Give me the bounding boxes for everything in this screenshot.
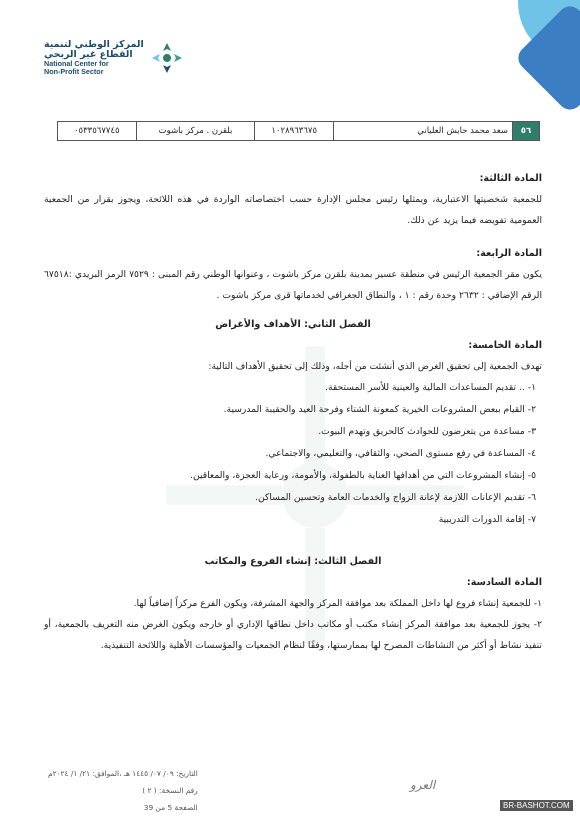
member-location: بلقرن . مركز باشوت <box>136 122 255 141</box>
article3-text: للجمعية شخصيتها الاعتبارية، ويمثلها رئيس مجلس الإدارة حسب اختصاصاته الواردة في هذه اللائحة، ويجوز بقرار من الجمعية العمومية تفويضه فيما يزيد عن ذلك. <box>44 194 542 226</box>
goals-list <box>44 377 542 531</box>
article3-heading: المادة الثالثة: <box>479 173 542 184</box>
article6-item2: ٢- يجوز للجمعية بعد موافقة المركز إنشاء مكتب أو مكاتب داخل نطاقها الإداري أو خارجه ويكون الغرض منه التعريف بالجمعية، أو تنفيذ نشاط أو أكثر من النشاطات المصرح لها بممارستها، وفقًا لنظام الجمعيات والمؤسسات الأهلية واللائحة التنفيذية. <box>44 619 542 651</box>
table-row <box>58 122 540 141</box>
members-table <box>57 121 540 141</box>
footer-version: رقم النسخة: ( ٢ ) <box>142 786 198 795</box>
ncnp-logo <box>44 40 184 75</box>
row-number: ٥٦ <box>513 122 540 141</box>
list-item: ٥- إنشاء المشروعات التي من أهدافها العناية بالطفولة، والأمومة، ورعاية العجزة، والمعاقين. <box>190 470 536 481</box>
document-body <box>44 168 542 656</box>
footer-page-number: الصفحة 5 من 39 <box>143 803 198 812</box>
list-item: ٦- تقديم الإعانات اللازمة لإعانة الزواج والخدمات العامة وتحسين المساكن. <box>255 492 536 503</box>
chapter3-title: الفصل الثالث: إنشاء الفروع والمكاتب <box>204 556 382 567</box>
article6-heading: المادة السادسة: <box>466 577 542 588</box>
signature: العرو <box>410 778 436 792</box>
article5-intro: تهدف الجمعية إلى تحقيق الغرض الذي أنشئت من أجله، وذلك إلى تحقيق الأهداف التالية: <box>208 361 542 372</box>
list-item: ٧- إقامة الدورات التدريبية <box>438 514 536 525</box>
chapter2-title: الفصل الثاني: الأهداف والأغراض <box>215 319 371 330</box>
article6-item1: ١- للجمعية إنشاء فروع لها داخل المملكة بعد موافقة المركز والجهة المشرفة، ويكون الفرع مركزاً إضافياً لها. <box>133 598 542 609</box>
list-item: ١- .. تقديم المساعدات المالية والعينية للأسر المستحقة. <box>325 382 536 393</box>
article4-text: يكون مقر الجمعية الرئيس في منطقة عسير بمدينة بلقرن مركز باشوت ، وعنوانها الوطني رقم المبنى : ٧٥٢٩ الرمز البريدي :٦٧٥١٨ الرقم الإضافي : ٢٦٣٢ وحدة رقم : ١ ، والنطاق الجغرافي لخدماتها قرى مركز باشوت . <box>44 269 542 301</box>
list-item: ٤- المساعدة في رفع مستوى الصحي، والثقافي، والتعليمي، والاجتماعي. <box>265 448 536 459</box>
footer-date: التاريخ: ٠٩/ ٠٧/ ١٤٤٥ هـ ،الموافق: ٢١/ ١/ ٢٠٢٤م <box>48 769 198 778</box>
logo-english-line1: National Center for <box>44 58 109 68</box>
member-name: سعد محمد حابش العلياني <box>334 122 513 141</box>
list-item: ٣- مساعدة من يتعرضون للحوادث كالحريق وتهدم البيوت. <box>318 426 536 437</box>
page-footer <box>48 765 198 816</box>
site-watermark: BR-BASHOT.COM <box>500 800 573 811</box>
article4-heading: المادة الرابعة: <box>476 248 542 259</box>
logo-arabic-line1: المركز الوطني لتنمية <box>44 39 144 50</box>
article5-heading: المادة الخامسة: <box>468 340 542 351</box>
logo-english-line2: Non-Profit Sector <box>44 66 104 76</box>
logo-arabic-line2: القطاع غير الربحي <box>44 48 133 60</box>
ncnp-logo-icon <box>150 41 184 75</box>
member-id: ١٠٢٨٩٦٣٦٧٥ <box>255 122 334 141</box>
list-item: ٢- القيام ببعض المشروعات الخيرية كمعونة الشتاء وفرحة العيد والحقيبة المدرسية. <box>223 404 536 415</box>
member-phone: ٠٥٣٣٥٦٧٧٤٥ <box>58 122 137 141</box>
